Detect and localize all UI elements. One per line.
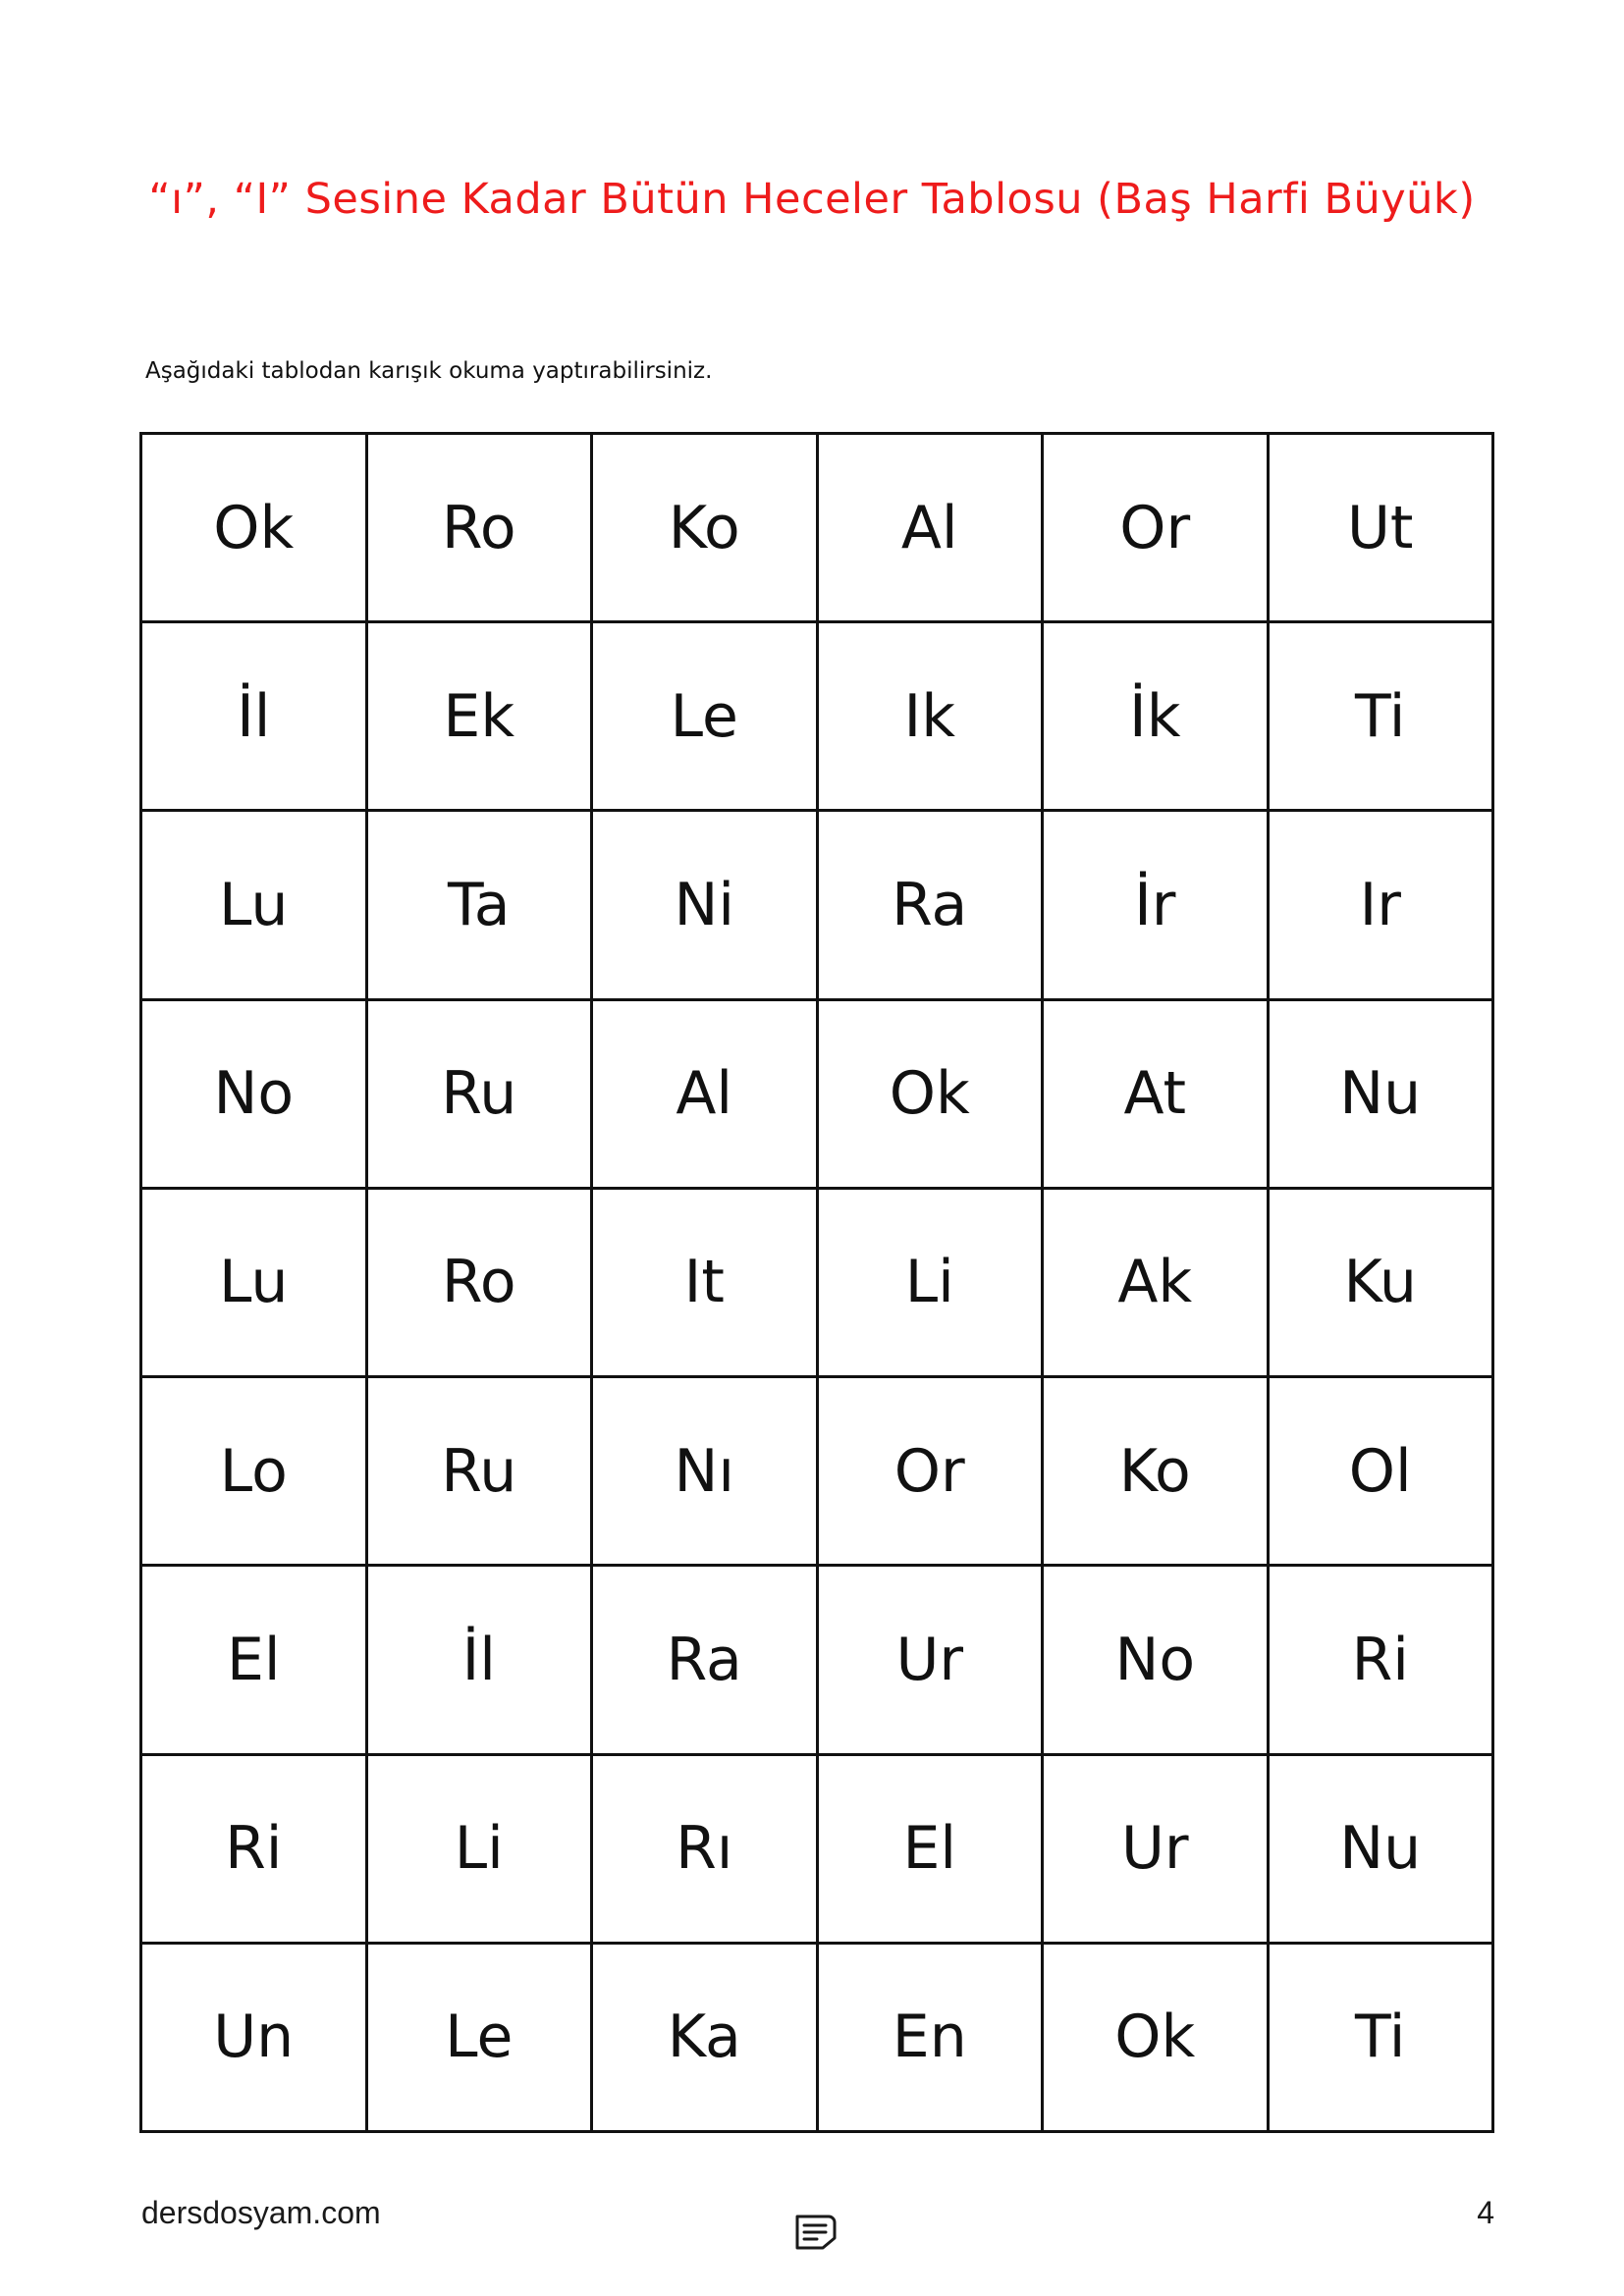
document-lines-icon [793, 2213, 839, 2252]
syllable-cell: Nı [592, 1377, 818, 1566]
syllable-cell: İl [141, 622, 367, 811]
syllable-cell: Li [366, 1754, 592, 1943]
syllable-cell: It [592, 1188, 818, 1376]
syllable-cell: Ok [817, 999, 1043, 1188]
table-row [141, 1754, 1493, 1943]
syllable-cell: Ut [1268, 434, 1493, 622]
syllable-cell: Ra [592, 1566, 818, 1754]
syllable-cell: Ti [1268, 622, 1493, 811]
syllable-cell: Ur [817, 1566, 1043, 1754]
syllable-cell: Ok [1043, 1943, 1269, 2131]
syllable-cell: Or [817, 1377, 1043, 1566]
syllable-cell: Li [817, 1188, 1043, 1376]
syllable-table-body [141, 434, 1493, 2132]
table-row [141, 1566, 1493, 1754]
instruction-text: Aşağıdaki tablodan karışık okuma yaptırabilirsiniz. [145, 358, 713, 384]
footer-site-link[interactable]: dersdosyam.com [141, 2195, 381, 2230]
syllable-cell: Le [366, 1943, 592, 2131]
syllable-cell: Ta [366, 811, 592, 999]
syllable-cell: Ol [1268, 1377, 1493, 1566]
table-row [141, 1943, 1493, 2131]
syllable-cell: Le [592, 622, 818, 811]
syllable-cell: En [817, 1943, 1043, 2131]
page-number: 4 [1477, 2195, 1494, 2230]
syllable-cell: Ur [1043, 1754, 1269, 1943]
syllable-cell: Lu [141, 1188, 367, 1376]
syllable-cell: Ro [366, 434, 592, 622]
syllable-cell: Or [1043, 434, 1269, 622]
syllable-cell: Al [592, 999, 818, 1188]
syllable-cell: Rı [592, 1754, 818, 1943]
syllable-cell: Ko [592, 434, 818, 622]
syllable-cell: Ir [1268, 811, 1493, 999]
syllable-cell: İk [1043, 622, 1269, 811]
syllable-cell: Ko [1043, 1377, 1269, 1566]
syllable-cell: Ro [366, 1188, 592, 1376]
syllable-cell: İr [1043, 811, 1269, 999]
syllable-cell: Ru [366, 999, 592, 1188]
table-row [141, 1188, 1493, 1376]
syllable-cell: Ik [817, 622, 1043, 811]
syllable-cell: Ka [592, 1943, 818, 2131]
syllable-cell: El [141, 1566, 367, 1754]
table-row [141, 999, 1493, 1188]
syllable-cell: Nu [1268, 1754, 1493, 1943]
syllable-cell: Ak [1043, 1188, 1269, 1376]
syllable-cell: Al [817, 434, 1043, 622]
syllable-cell: Ri [141, 1754, 367, 1943]
syllable-cell: Ku [1268, 1188, 1493, 1376]
syllable-cell: Ru [366, 1377, 592, 1566]
syllable-cell: Ri [1268, 1566, 1493, 1754]
syllable-cell: No [141, 999, 367, 1188]
syllable-cell: Ek [366, 622, 592, 811]
syllable-cell: Ni [592, 811, 818, 999]
table-row [141, 434, 1493, 622]
table-row [141, 622, 1493, 811]
syllable-cell: İl [366, 1566, 592, 1754]
table-row [141, 1377, 1493, 1566]
syllable-cell: Ti [1268, 1943, 1493, 2131]
syllable-cell: At [1043, 999, 1269, 1188]
syllable-cell: El [817, 1754, 1043, 1943]
syllable-table [139, 432, 1494, 2133]
table-row [141, 811, 1493, 999]
syllable-cell: Nu [1268, 999, 1493, 1188]
syllable-cell: Lo [141, 1377, 367, 1566]
syllable-cell: Ra [817, 811, 1043, 999]
syllable-cell: No [1043, 1566, 1269, 1754]
syllable-cell: Lu [141, 811, 367, 999]
page-title: “ı”, “I” Sesine Kadar Bütün Heceler Tablosu (Baş Harfi Büyük) [148, 175, 1476, 224]
syllable-cell: Un [141, 1943, 367, 2131]
syllable-cell: Ok [141, 434, 367, 622]
